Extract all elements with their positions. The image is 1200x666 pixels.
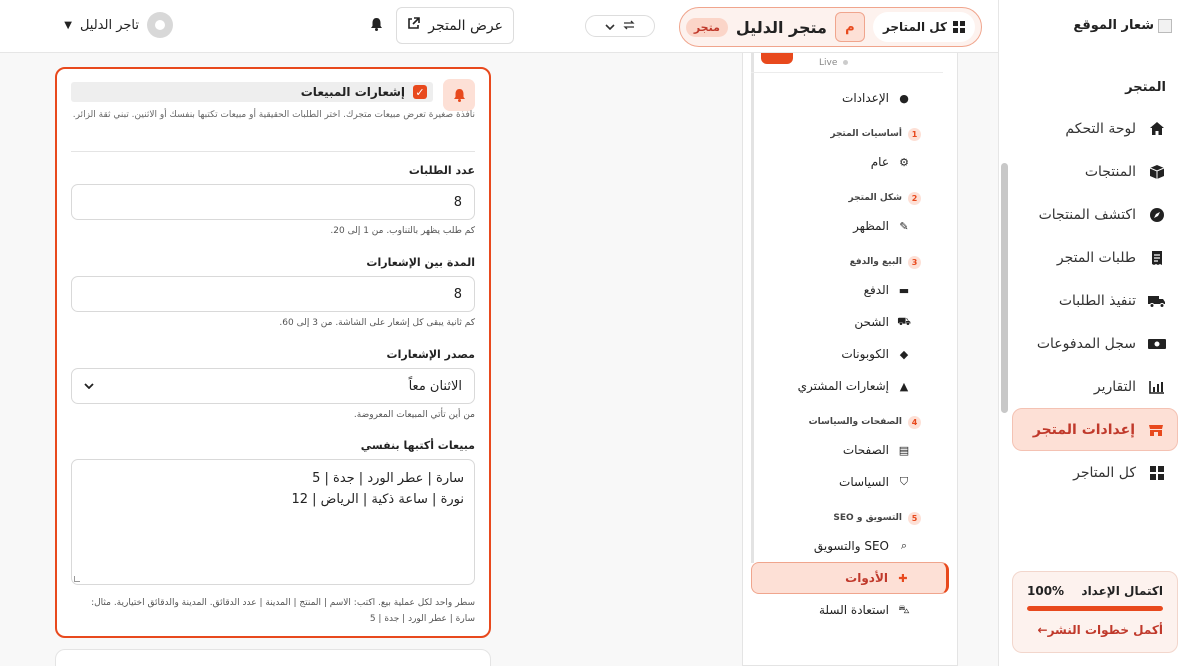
chevron-down-icon bbox=[84, 381, 94, 392]
chevron-down-icon bbox=[605, 20, 615, 33]
setup-title: اكتمال الإعداد bbox=[1081, 584, 1163, 598]
sidebar-item-label: كل المتاجر bbox=[1073, 464, 1136, 481]
grid-icon bbox=[1148, 466, 1166, 480]
settings-nav-label: استعادة السلة bbox=[818, 603, 889, 617]
settings-nav-coupons[interactable] bbox=[751, 338, 943, 370]
grid-icon bbox=[953, 21, 965, 33]
store-name: متجر الدليل bbox=[735, 17, 827, 37]
live-dot-icon bbox=[843, 60, 848, 65]
settings-group-title: شكل المتجر bbox=[848, 193, 902, 203]
site-logo[interactable] bbox=[1073, 18, 1172, 33]
settings-group-pages bbox=[751, 410, 943, 434]
settings-nav-pages[interactable] bbox=[751, 434, 943, 466]
settings-nav-label: الشحن bbox=[854, 315, 889, 329]
settings-nav-payment[interactable] bbox=[751, 274, 943, 306]
settings-nav-buyer-notifications[interactable] bbox=[751, 370, 943, 402]
settings-nav-label: إشعارات المشتري bbox=[797, 379, 889, 393]
setup-percent: 100% bbox=[1027, 584, 1065, 598]
settings-group-appearance bbox=[751, 186, 943, 210]
orders-count-field bbox=[71, 164, 475, 236]
notifications-bell-icon[interactable] bbox=[370, 17, 383, 35]
main-sidebar bbox=[998, 0, 1200, 666]
resize-handle-icon[interactable] bbox=[74, 576, 80, 582]
all-stores-label: كل المتاجر bbox=[882, 20, 947, 34]
card-divider bbox=[71, 151, 475, 152]
shield-icon: ⛉ bbox=[899, 475, 909, 488]
sidebar-item-dashboard[interactable] bbox=[1012, 107, 1178, 150]
field-label: مصدر الإشعارات bbox=[386, 348, 475, 361]
sidebar-item-label: تنفيذ الطلبات bbox=[1058, 292, 1136, 309]
sales-notifications-card bbox=[55, 67, 491, 638]
sales-notifications-toggle[interactable] bbox=[71, 82, 433, 102]
search-icon: ⌕ bbox=[900, 539, 908, 552]
orders-count-input[interactable]: 8 bbox=[71, 184, 475, 220]
settings-nav-label: عام bbox=[870, 155, 889, 169]
settings-group-basics bbox=[751, 122, 943, 146]
card-description: نافذة صغيرة تعرض مبيعات متجرك. اختر الطلبات الحقيقية أو مبيعات تكتبها بنفسك أو الاثنين. تبني ثقة الزائر. bbox=[72, 110, 475, 120]
store-switcher[interactable] bbox=[679, 7, 982, 47]
manual-sales-field bbox=[71, 439, 475, 627]
user-menu[interactable] bbox=[64, 12, 173, 38]
card-icon: ▬ bbox=[898, 283, 910, 297]
next-settings-card bbox=[55, 649, 491, 666]
store-icon bbox=[1147, 422, 1165, 438]
sidebar-item-label: لوحة التحكم bbox=[1065, 120, 1136, 137]
truck-icon bbox=[1148, 294, 1166, 308]
card-title: إشعارات المبيعات bbox=[300, 85, 405, 99]
sidebar-item-discover-products[interactable] bbox=[1012, 193, 1178, 236]
sidebar-item-fulfill-orders[interactable] bbox=[1012, 279, 1178, 322]
manual-sales-textarea[interactable] bbox=[71, 459, 475, 585]
settings-nav-seo[interactable] bbox=[751, 530, 943, 562]
page-icon: ▤ bbox=[898, 443, 910, 457]
field-help: كم ثانية يبقى كل إشعار على الشاشة. من 3 إلى 60. bbox=[279, 318, 475, 328]
source-field bbox=[71, 348, 475, 420]
field-help: من أين تأتي المبيعات المعروضة. bbox=[353, 410, 475, 420]
settings-nav-shipping[interactable] bbox=[751, 306, 943, 338]
settings-nav-tools[interactable] bbox=[751, 562, 949, 594]
all-stores-button[interactable] bbox=[873, 12, 975, 42]
sidebar-item-label: اكتشف المنتجات bbox=[1038, 206, 1136, 223]
settings-nav-panel bbox=[742, 53, 958, 666]
step-number: 5 bbox=[908, 512, 921, 525]
truck-icon: ⛟ bbox=[897, 314, 911, 328]
field-label: مبيعات أكتبها بنفسي bbox=[360, 439, 475, 452]
puzzle-icon: ✚ bbox=[898, 571, 908, 585]
step-number: 1 bbox=[908, 128, 921, 141]
settings-nav-label: السياسات bbox=[839, 475, 889, 489]
swap-icon bbox=[623, 20, 635, 33]
settings-nav-label: الكوبونات bbox=[841, 347, 889, 361]
logo-image-icon bbox=[1158, 19, 1172, 33]
money-icon bbox=[1148, 337, 1166, 351]
setup-progress-card bbox=[1012, 571, 1178, 653]
sidebar-item-store-orders[interactable] bbox=[1012, 236, 1178, 279]
complete-publish-steps-link[interactable]: أكمل خطوات النشر← bbox=[1037, 623, 1163, 637]
sidebar-item-store-settings[interactable] bbox=[1012, 408, 1178, 451]
bell-icon: ▲ bbox=[899, 379, 909, 393]
sidebar-item-label: طلبات المتجر bbox=[1056, 249, 1136, 266]
view-store-label: عرض المتجر bbox=[428, 17, 503, 34]
settings-nav-label: الإعدادات bbox=[842, 91, 889, 105]
box-icon bbox=[1148, 164, 1166, 180]
sidebar-item-label: المنتجات bbox=[1084, 163, 1136, 180]
compass-icon: ● bbox=[899, 91, 909, 105]
settings-nav-label: SEO والتسويق bbox=[813, 539, 889, 553]
sidebar-item-all-stores[interactable] bbox=[1012, 451, 1178, 494]
field-label: عدد الطلبات bbox=[408, 164, 475, 177]
textarea-line: سارة | عطر الورد | جدة | 5 bbox=[312, 471, 464, 486]
sidebar-item-reports[interactable] bbox=[1012, 365, 1178, 408]
settings-nav-cart-recovery[interactable] bbox=[751, 594, 943, 626]
compass-icon bbox=[1148, 207, 1166, 223]
field-help: كم طلب يظهر بالتناوب. من 1 إلى 20. bbox=[330, 226, 475, 236]
gear-icon: ⚙ bbox=[899, 155, 909, 169]
logo-text: شعار الموقع bbox=[1073, 18, 1154, 33]
step-number: 4 bbox=[908, 416, 921, 429]
view-store-button[interactable] bbox=[396, 7, 514, 44]
chart-icon bbox=[1148, 380, 1166, 394]
receipt-icon bbox=[1148, 250, 1166, 266]
field-label: المدة بين الإشعارات bbox=[366, 256, 475, 269]
settings-nav-theme[interactable] bbox=[751, 210, 943, 242]
store-avatar: م bbox=[835, 12, 865, 42]
settings-group-title: أساسيات المتجر bbox=[830, 129, 902, 139]
settings-nav-general[interactable] bbox=[751, 146, 943, 178]
tag-icon: ◆ bbox=[899, 347, 909, 361]
settings-group-title: البيع والدفع bbox=[849, 257, 902, 267]
sidebar-nav bbox=[1012, 107, 1178, 494]
interval-field bbox=[71, 256, 475, 328]
sidebar-item-products[interactable] bbox=[1012, 150, 1178, 193]
settings-nav-label: الصفحات bbox=[842, 443, 889, 457]
sidebar-item-label: إعدادات المتجر bbox=[1032, 421, 1135, 438]
textarea-line: نورة | ساعة ذكية | الرياض | 12 bbox=[291, 492, 464, 507]
user-avatar bbox=[147, 12, 173, 38]
settings-nav-label: الدفع bbox=[863, 283, 889, 297]
sidebar-item-label: التقارير bbox=[1093, 378, 1136, 395]
settings-nav-label: الأدوات bbox=[845, 571, 888, 585]
step-number: 2 bbox=[908, 192, 921, 205]
live-toggle[interactable] bbox=[761, 53, 793, 64]
sidebar-item-label: سجل المدفوعات bbox=[1036, 335, 1136, 352]
live-status bbox=[751, 53, 943, 73]
home-icon bbox=[1148, 121, 1166, 137]
settings-nav-settings[interactable] bbox=[751, 82, 943, 114]
settings-nav-label: المظهر bbox=[853, 219, 889, 233]
page-scrollbar[interactable] bbox=[1001, 163, 1008, 413]
settings-group-sales bbox=[751, 250, 943, 274]
store-swap-dropdown[interactable] bbox=[585, 15, 655, 37]
top-bar bbox=[0, 0, 998, 53]
caret-down-icon: ▼ bbox=[64, 19, 72, 31]
brush-icon: ✎ bbox=[899, 219, 909, 233]
settings-group-title: الصفحات والسياسات bbox=[808, 417, 902, 427]
step-number: 3 bbox=[908, 256, 921, 269]
sidebar-item-payments-log[interactable] bbox=[1012, 322, 1178, 365]
setup-progress-fill bbox=[1027, 606, 1163, 611]
user-name: تاجر الدليل bbox=[79, 17, 139, 33]
store-type-badge: متجر bbox=[686, 18, 728, 37]
live-label: Live bbox=[819, 57, 838, 68]
settings-group-marketing bbox=[751, 506, 943, 530]
enabled-checkbox[interactable]: ✓ bbox=[413, 85, 427, 99]
settings-nav-policies[interactable] bbox=[751, 466, 943, 498]
field-help: سطر واحد لكل عملية بيع. اكتب: الاسم | المنتج | المدينة | عدد الدقائق. المدينة والدقائق اختيارية. مثال: سارة | عطر الورد | جدة | 5 bbox=[91, 598, 475, 624]
sidebar-section-title: المتجر bbox=[1125, 80, 1166, 95]
external-link-icon bbox=[407, 17, 420, 34]
source-select[interactable] bbox=[71, 368, 475, 404]
interval-input[interactable]: 8 bbox=[71, 276, 475, 312]
source-select-value: الاثنان معاً bbox=[408, 378, 462, 394]
cart-icon: ⛍ bbox=[898, 602, 910, 616]
setup-progress-bar bbox=[1027, 606, 1163, 611]
settings-group-title: التسويق و SEO bbox=[833, 513, 902, 523]
